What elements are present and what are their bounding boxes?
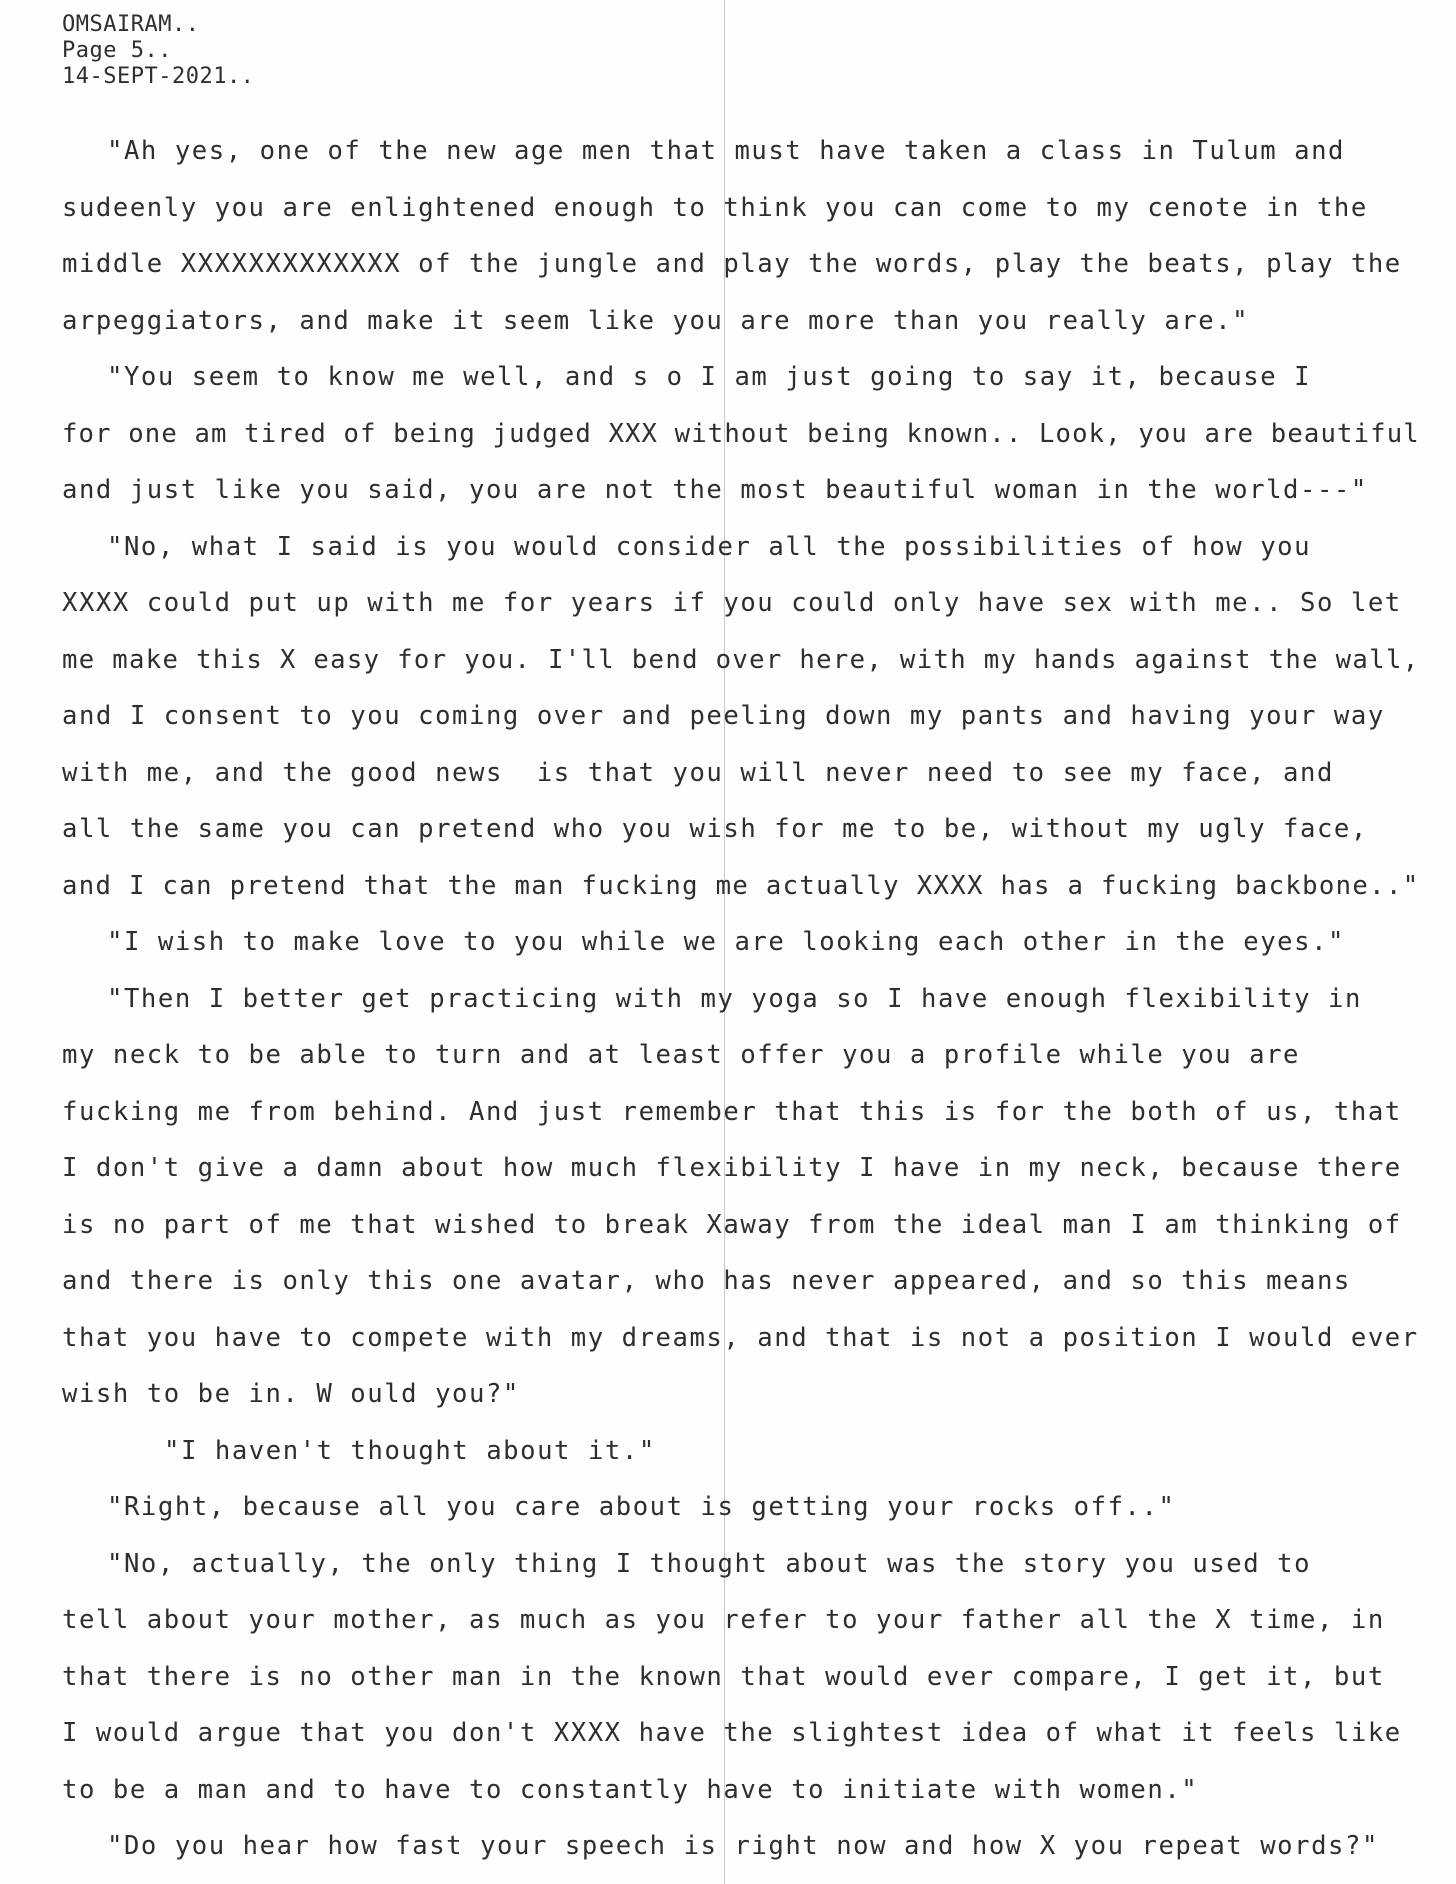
text-line: that you have to compete with my dreams, and that is not a position I would ever	[62, 1322, 1419, 1353]
text-line: for one am tired of being judged XXX without being known.. Look, you are beautiful	[62, 418, 1420, 449]
text-line: "Then I better get practicing with my yoga so I have enough flexibility in	[107, 983, 1362, 1014]
text-line: and I can pretend that the man fucking me actually XXXX has a fucking backbone.."	[62, 870, 1420, 901]
text-line: "Right, because all you care about is getting your rocks off.."	[107, 1492, 1176, 1522]
body-text	[62, 123, 1422, 1875]
text-line: "No, actually, the only thing I thought about was the story you used to	[107, 1548, 1312, 1579]
text-line: "I wish to make love to you while we are looking each other in the eyes."	[107, 927, 1345, 957]
text-line: to be a man and to have to constantly have to initiate with women."	[62, 1774, 1199, 1805]
page-header	[62, 12, 254, 90]
text-line: I don't give a damn about how much flexibility I have in my neck, because there	[62, 1153, 1402, 1183]
header-date: 14-SEPT-2021..	[62, 64, 255, 89]
text-line: tell about your mother, as much as you refer to your father all the X time, in	[62, 1605, 1385, 1635]
text-line: "Do you hear how fast your speech is right now and how X you repeat words?"	[107, 1831, 1379, 1861]
text-line: and there is only this one avatar, who has never appeared, and so this means	[62, 1266, 1351, 1296]
text-line: me make this X easy for you. I'll bend over here, with my hands against the wall,	[62, 644, 1420, 675]
header-title: OMSAIRAM..	[62, 12, 200, 37]
text-line: fucking me from behind. And just remember that this is for the both of us, that	[62, 1096, 1402, 1127]
text-line: "No, what I said is you would consider all the possibilities of how you	[107, 531, 1312, 562]
text-line: all the same you can pretend who you wish for me to be, without my ugly face,	[62, 814, 1368, 844]
text-line: XXXX could put up with me for years if you could only have sex with me.. So let	[62, 588, 1402, 618]
text-line: and just like you said, you are not the most beautiful woman in the world---"	[62, 475, 1368, 505]
text-line: "You seem to know me well, and s o I am just going to say it, because I	[107, 362, 1312, 392]
text-line: with me, and the good news is that you will never need to see my face, and	[62, 757, 1334, 788]
text-line: "Ah yes, one of the new age men that must have taken a class in Tulum and	[107, 136, 1345, 166]
text-line: and I consent to you coming over and peeling down my pants and having your way	[62, 701, 1385, 731]
text-line: is no part of me that wished to break Xaway from the ideal man I am thinking of	[62, 1209, 1402, 1240]
text-line: I would argue that you don't XXXX have the slightest idea of what it feels like	[62, 1718, 1402, 1748]
text-line: sudeenly you are enlightened enough to think you can come to my cenote in the	[62, 192, 1368, 223]
text-line: that there is no other man in the known that would ever compare, I get it, but	[62, 1661, 1385, 1692]
text-line: middle XXXXXXXXXXXXX of the jungle and play the words, play the beats, play the	[62, 249, 1402, 279]
text-line: arpeggiators, and make it seem like you are more than you really are."	[62, 305, 1250, 336]
text-line: wish to be in. W ould you?"	[62, 1379, 520, 1409]
header-page-number: Page 5..	[62, 38, 172, 63]
text-line: my neck to be able to turn and at least offer you a profile while you are	[62, 1040, 1300, 1070]
text-line: "I haven't thought about it."	[164, 1435, 656, 1466]
